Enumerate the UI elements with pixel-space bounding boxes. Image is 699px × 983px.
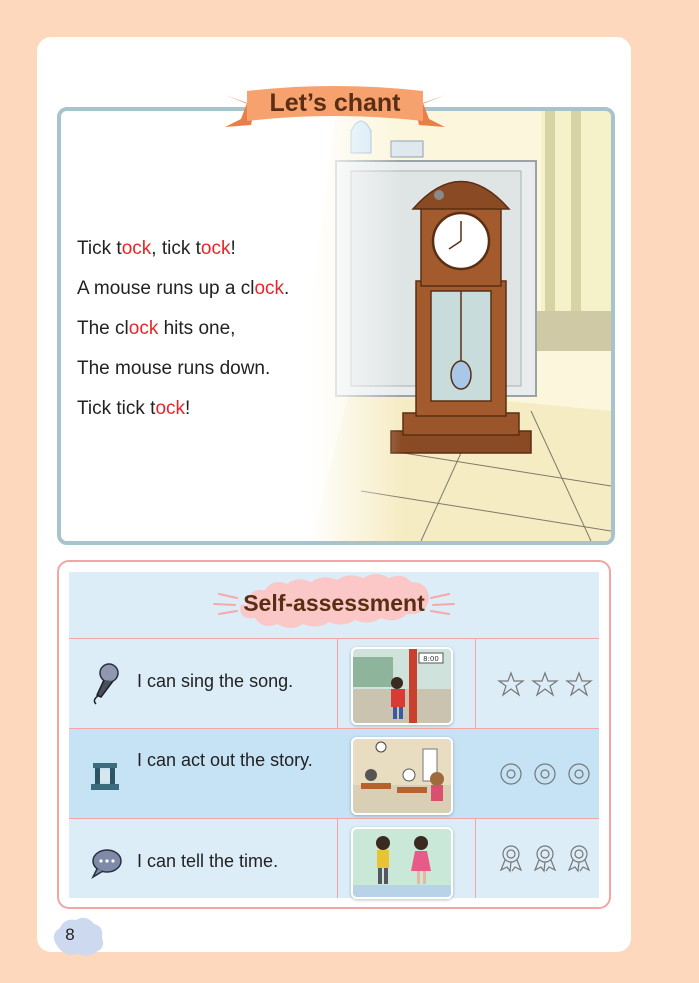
star-rating-icon[interactable] [497,669,593,699]
two-kids-image [351,827,453,899]
highlighted-ending: ock [155,398,186,419]
chant-panel [57,107,615,545]
chant-text: . [284,278,290,299]
classroom-image [351,737,453,815]
microphone-icon [87,661,127,705]
page [37,37,631,952]
boy-walking-image [351,647,453,725]
speech-bubble-icon [87,841,127,885]
chant-text: , tick t [151,238,201,259]
flower-rating-icon[interactable] [497,759,593,789]
highlighted-ending: ock [254,278,285,299]
chant-text: hits one, [158,318,236,339]
chant-text: ! [185,398,191,419]
svg-text:8:00: 8:00 [423,655,439,663]
chant-text: ! [230,238,236,259]
chant-text: The mouse runs down. [77,358,271,379]
self-assessment-panel [57,560,611,909]
chant-text: Tick tick t [77,398,156,419]
page-number: 8 [65,925,75,944]
chant-line [77,229,289,269]
highlighted-ending: ock [128,318,159,339]
chant-title: Let’s chant [269,89,401,117]
self-assessment-title: Self-assessment [243,590,425,616]
chant-text: Tick t [77,238,122,259]
chant-line [77,389,289,429]
chant-lyrics [77,229,289,429]
chant-text: A mouse runs up a cl [77,278,255,299]
chant-line [77,309,289,349]
self-assessment-table [69,572,599,898]
assessment-text: I can act out the story. [137,750,313,770]
chant-line [77,269,289,309]
assessment-row-tell [69,818,599,899]
stage-icon [87,751,127,795]
highlighted-ending: ock [121,238,152,259]
chant-text: The cl [77,318,129,339]
chant-line [77,349,289,389]
assessment-text: I can tell the time. [137,851,279,871]
medal-rating-icon[interactable] [497,843,593,873]
assessment-text: I can sing the song. [137,671,294,691]
assessment-row-sing [69,638,599,728]
assessment-row-act [69,728,599,818]
highlighted-ending: ock [200,238,231,259]
